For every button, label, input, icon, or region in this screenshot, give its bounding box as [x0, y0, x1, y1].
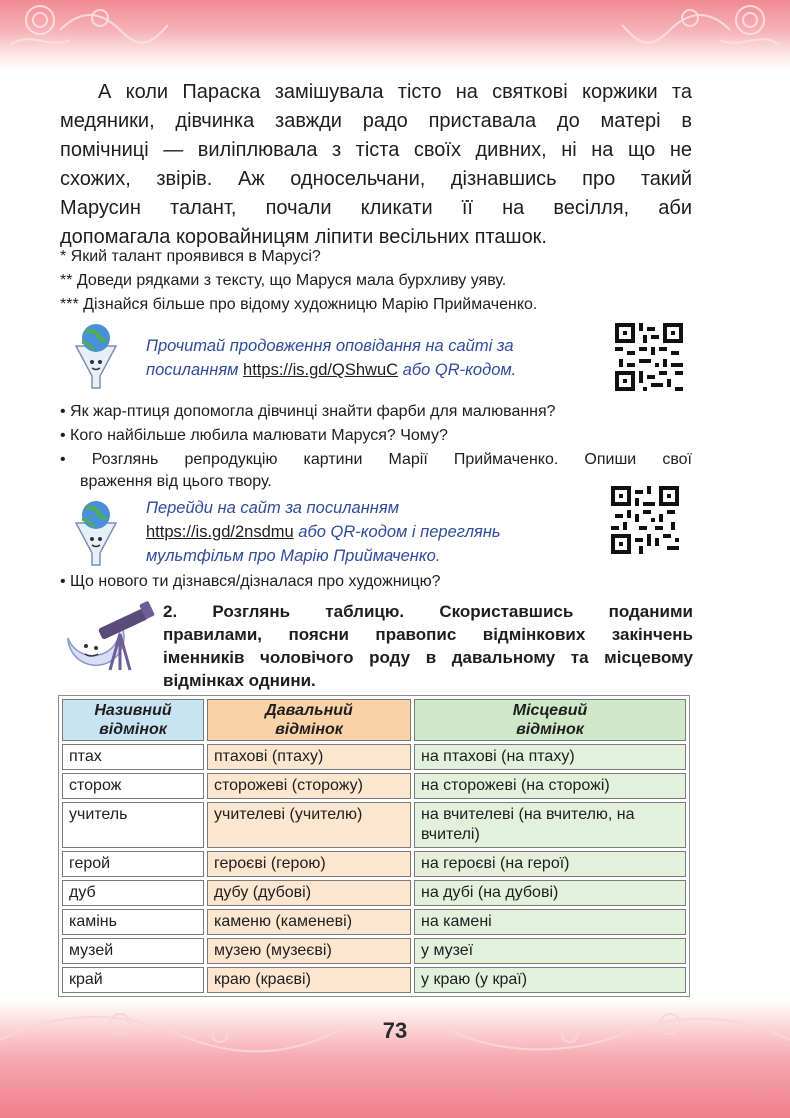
bullet-question: • Розглянь репродукцію картини Марії Приймаченко. Опиши свої	[60, 451, 692, 468]
header-text: Давальний	[265, 702, 353, 719]
header-text: відмінок	[99, 721, 167, 738]
tip1-line2	[146, 359, 516, 381]
cell-nominative: музей	[62, 938, 204, 964]
header-locative	[414, 699, 686, 741]
paragraph-line: помічниці — виліплювала з тіста своїх дивних, ні на що не	[60, 139, 692, 161]
table-row	[62, 938, 686, 964]
table-row	[62, 880, 686, 906]
cell-nominative: птах	[62, 744, 204, 770]
top-right-ornament-icon	[620, 0, 790, 70]
cell-dative: птахові (птаху)	[207, 744, 411, 770]
cell-nominative: учитель	[62, 802, 204, 848]
qr-code-icon[interactable]	[611, 486, 679, 554]
cell-dative: краю (краєві)	[207, 967, 411, 993]
paragraph-line: допомагала коровайницям ліпити весільних пташок.	[60, 226, 547, 248]
cell-nominative: сторож	[62, 773, 204, 799]
table-header-row	[62, 699, 686, 741]
bullet-question-cont: враження від цього твору.	[80, 473, 272, 490]
globe-funnel-icon	[68, 320, 124, 392]
cell-dative: музею (музеєві)	[207, 938, 411, 964]
paragraph-line: схожих, звірів. Аж односельчани, дізнавшись про такий	[60, 168, 692, 190]
task-line: 2. Розглянь таблицю. Скориставшись поданими	[163, 602, 693, 621]
paragraph-line: А коли Параска замішувала тісто на святкові коржики та	[98, 81, 692, 103]
question-1: * Який талант проявився в Марусі?	[60, 248, 321, 265]
cell-dative: героєві (герою)	[207, 851, 411, 877]
header-text: відмінок	[516, 721, 584, 738]
header-text: Місцевий	[512, 702, 588, 719]
telescope-moon-icon	[58, 598, 158, 674]
table-row	[62, 967, 686, 993]
header-nominative	[62, 699, 204, 741]
table-row	[62, 909, 686, 935]
question-3: *** Дізнайся більше про відому художницю Марію Приймаченко.	[60, 296, 538, 313]
cell-locative: на вчителеві (на вчителю, на вчителі)	[414, 802, 686, 848]
table-body	[62, 744, 686, 993]
question-2: ** Доведи рядками з тексту, що Маруся мала бурхливу уяву.	[60, 272, 507, 289]
task-line: іменників чоловічого роду в давальному та місцевому	[163, 648, 693, 667]
globe-funnel-icon	[68, 497, 124, 569]
cell-locative: на дубі (на дубові)	[414, 880, 686, 906]
cell-nominative: дуб	[62, 880, 204, 906]
cell-locative: на камені	[414, 909, 686, 935]
tip1-link[interactable]: https://is.gd/QShwuC	[243, 361, 399, 379]
header-dative	[207, 699, 411, 741]
tip2-line3: мультфільм про Марію Приймаченко.	[146, 547, 441, 565]
case-endings-table	[58, 695, 690, 997]
top-left-ornament-icon	[0, 0, 170, 70]
bullet-question: • Кого найбільше любила малювати Маруся? Чому?	[60, 427, 448, 444]
task-line: відмінках однини.	[163, 671, 316, 690]
tip2-text-after: або QR-кодом і переглянь	[298, 523, 501, 541]
table-row	[62, 773, 686, 799]
cell-dative: каменю (каменеві)	[207, 909, 411, 935]
paragraph-line: медяники, дівчинка завжди радо приставала до матері в	[60, 110, 692, 132]
cell-dative: учителеві (учителю)	[207, 802, 411, 848]
header-text: Називний	[94, 702, 172, 719]
task-line: правилами, поясни правопис відмінкових закінчень	[163, 625, 693, 644]
table-row	[62, 802, 686, 848]
tip1-text-after: або QR-кодом.	[402, 361, 517, 379]
table-row	[62, 744, 686, 770]
paragraph-line: Марусин талант, почали кликати її на весілля, аби	[60, 197, 692, 219]
cell-locative: на героєві (на герої)	[414, 851, 686, 877]
cell-nominative: герой	[62, 851, 204, 877]
cell-locative: на птахові (на птаху)	[414, 744, 686, 770]
table-row	[62, 851, 686, 877]
tip1-text: посиланням	[146, 361, 239, 379]
cell-dative: сторожеві (сторожу)	[207, 773, 411, 799]
bullet-question: • Як жар-птиця допомогла дівчинці знайти фарби для малювання?	[60, 403, 556, 420]
page-number: 73	[382, 1018, 408, 1043]
cell-locative: на сторожеві (на сторожі)	[414, 773, 686, 799]
qr-code-icon[interactable]	[615, 323, 683, 391]
cell-nominative: край	[62, 967, 204, 993]
tip1-line1: Прочитай продовження оповідання на сайті за	[146, 337, 514, 355]
cell-locative: у музеї	[414, 938, 686, 964]
tip2-line2	[146, 521, 501, 543]
cell-nominative: камінь	[62, 909, 204, 935]
story-paragraph	[60, 78, 692, 252]
tip2-line1: Перейди на сайт за посиланням	[146, 499, 400, 517]
task-2	[163, 600, 693, 692]
cell-dative: дубу (дубові)	[207, 880, 411, 906]
tip2-link[interactable]: https://is.gd/2nsdmu	[146, 523, 294, 541]
cell-locative: у краю (у краї)	[414, 967, 686, 993]
header-text: відмінок	[275, 721, 343, 738]
bullet-question: • Що нового ти дізнався/дізналася про художницю?	[60, 573, 441, 590]
